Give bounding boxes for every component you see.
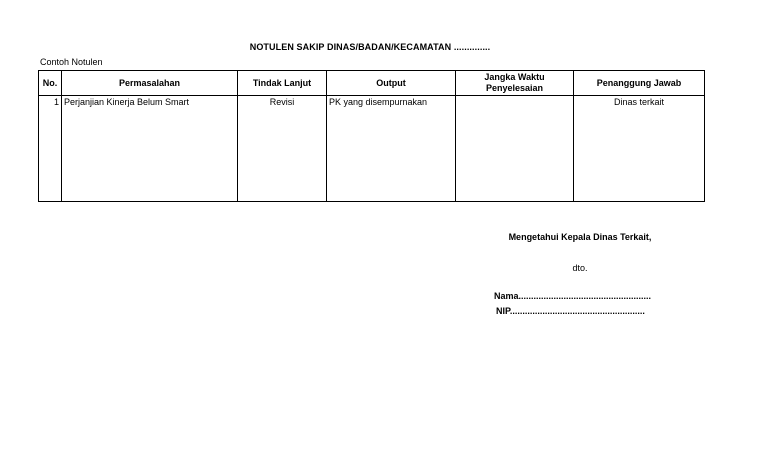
signature-nip-line: NIP...................................................... (496, 306, 645, 316)
header-no: No. (39, 71, 62, 96)
signature-known-by: Mengetahui Kepala Dinas Terkait, (508, 232, 652, 242)
cell-output: PK yang disempurnakan (327, 96, 456, 202)
notulen-table (38, 70, 705, 202)
cell-permasalahan: Perjanjian Kinerja Belum Smart (62, 96, 238, 202)
signature-name-line: Nama..................................................... (494, 291, 652, 301)
cell-jangka-waktu (456, 96, 574, 202)
header-jangka-waktu (456, 71, 574, 96)
header-permasalahan: Permasalahan (62, 71, 238, 96)
header-jangka-waktu-line1: Jangka Waktu (484, 72, 545, 82)
document-title: NOTULEN SAKIP DINAS/BADAN/KECAMATAN .............. (249, 42, 491, 52)
cell-no: 1 (39, 96, 62, 202)
header-output: Output (327, 71, 456, 96)
cell-penanggung-jawab: Dinas terkait (574, 96, 705, 202)
document-subtitle: Contoh Notulen (40, 57, 103, 67)
header-tindak-lanjut: Tindak Lanjut (238, 71, 327, 96)
signature-dto: dto. (572, 263, 588, 273)
header-jangka-waktu-line2: Penyelesaian (485, 83, 544, 93)
table-row (39, 96, 705, 202)
header-penanggung-jawab: Penanggung Jawab (574, 71, 705, 96)
cell-tindak-lanjut: Revisi (238, 96, 327, 202)
table-header-row (39, 71, 705, 96)
